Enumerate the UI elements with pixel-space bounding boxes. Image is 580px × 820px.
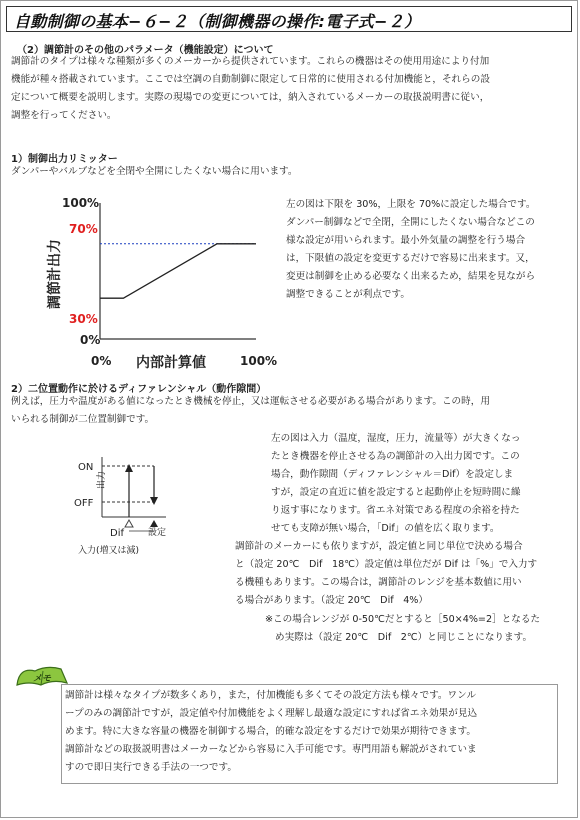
desc-line: たとき機器を停止させる為の調節計の入出力図です。この [271, 451, 520, 462]
body-line: 調節計のタイプは様々な種類が多くのメーカーから提供されています。これらの機器はその使用用途により付加 [11, 56, 490, 67]
memo-line: 調節計は様々なタイプが数多くあり，また，付加機能も多くてその設定方法も様々です。ワンル [65, 690, 477, 701]
dif-marker-icon [125, 520, 133, 527]
desc-line: る機種もあります。この場合は，調節計のレンジを基本数値に用い [235, 577, 522, 588]
body-line: 定について概要を説明します。実際の現場での変更については，納入されているメーカーの取扱説明書に従い， [11, 92, 490, 103]
desc-line: 調整できることが利点です。 [286, 289, 410, 300]
chart1-ytick-100: 100% [62, 196, 100, 210]
desc-line: は，下限値の設定を変更するだけで容易に出来ます。又， [286, 253, 535, 264]
memo-line: ープのみの調節計ですが，設定値や付加機能をよく理解し最適な設定にすれば省エネ効果が見込 [65, 708, 478, 719]
desc-line: 左の図は入力（温度，湿度，圧力，流量等）が大きくなっ [271, 433, 521, 444]
item1-heading: 1）制御出力リミッター [11, 154, 118, 165]
desc-line: る場合があります。（設定 20℃ Dif 4%） [235, 595, 429, 606]
chart1-ytick-30: 30% [69, 312, 98, 326]
body-line: 機能が種々搭載されています。ここでは空調の自動制御に限定して日常的に使用される付加機能と，それらの設 [11, 74, 490, 85]
desc-line: 変更は制御を止める必要なく出来るため，結果を見ながら [286, 271, 536, 282]
chart2-on-label: ON [78, 462, 94, 473]
chart2-dif-label: Dif [110, 528, 124, 539]
chart1-output-line [100, 244, 256, 298]
desc-line: り返す事になります。省エネ対策である程度の余裕を持た [271, 505, 520, 516]
chart1-ytick-70: 70% [69, 222, 98, 236]
note-line: め実際は（設定 20℃ Dif 2℃）と同じことになります。 [275, 632, 533, 643]
item2-intro-line: 例えば，圧力や温度がある値になったとき機械を停止，又は運転させる必要がある場合があります。この時，用 [11, 396, 490, 407]
chart1-xtick-100: 100% [240, 354, 278, 368]
chart1-ytick-0: 0% [80, 333, 101, 347]
item2-intro-line: いられる制御が二位置制御です。 [11, 414, 155, 425]
item1-intro: ダンパーやバルブなどを全閉や全開にしたくない場合に用います。 [11, 166, 298, 177]
desc-line: 調節計のメーカーにも依りますが，設定値と同じ単位で決める場合 [235, 541, 523, 552]
chart2-up-arrowhead [125, 464, 133, 472]
setpoint-marker-icon [150, 520, 158, 527]
title-bar [6, 6, 572, 32]
desc-line: と（設定 20℃ Dif 18℃）設定値は単位だが Dif は「%」で入力す [235, 559, 538, 570]
memo-line: 調節計などの取扱説明書はメーカーなどから容易に入手可能です。専門用語も解説がされていま [65, 744, 477, 755]
differential-chart [56, 441, 186, 561]
chart2-set-label: 設定 [148, 528, 167, 538]
page-title: 自動制御の基本−６−２（制御機器の操作:電子式−２） [14, 12, 421, 31]
note-line: ※この場合レンジが 0-50℃だとすると［50×4%=2］となるた [265, 614, 541, 625]
chart2-down-arrowhead [150, 497, 158, 505]
chart1-ylabel: 調節計出力 [47, 239, 63, 309]
chart1-xlabel: 内部計算値 [136, 355, 206, 371]
memo-line: すので即日実行できる手法の一つです。 [65, 762, 237, 773]
item2-heading: 2）二位置動作に於けるディファレンシャル（動作隙間） [11, 384, 267, 395]
chart2-ylabel: 出力 [97, 470, 107, 489]
desc-line: 左の図は下限を 30%，上限を 70%に設定した場合です。 [286, 199, 536, 210]
chart2-xlabel: 入力(増又は減) [78, 546, 140, 556]
desc-line: 場合，動作隙間（ディファレンシャル＝Dif）を設定しま [271, 469, 514, 480]
limiter-chart [41, 189, 281, 394]
chart2-off-label: OFF [74, 498, 94, 509]
memo-icon-label: メモ [33, 674, 52, 684]
chart1-xtick-0: 0% [91, 354, 112, 368]
section-heading: （2）調節計のその他のパラメータ（機能設定）について [17, 45, 274, 56]
body-line: 調整を行ってください。 [11, 110, 117, 121]
desc-line: すが，設定の直近に値を設定すると起動停止を短時間に繰 [271, 487, 521, 498]
memo-line: めます。特に大きな容量の機器を制御する場合，的確な設定をするだけで効果が期待できます。 [65, 726, 476, 737]
desc-line: 様な設定が用いられます。最小外気量の調整を行う場合 [286, 235, 526, 246]
desc-line: ダンパー制御などで全閉，全開にしたくない場合などこの [286, 217, 535, 228]
desc-line: せても支障が無い場合，「Dif」の値を広く取ります。 [271, 523, 500, 534]
